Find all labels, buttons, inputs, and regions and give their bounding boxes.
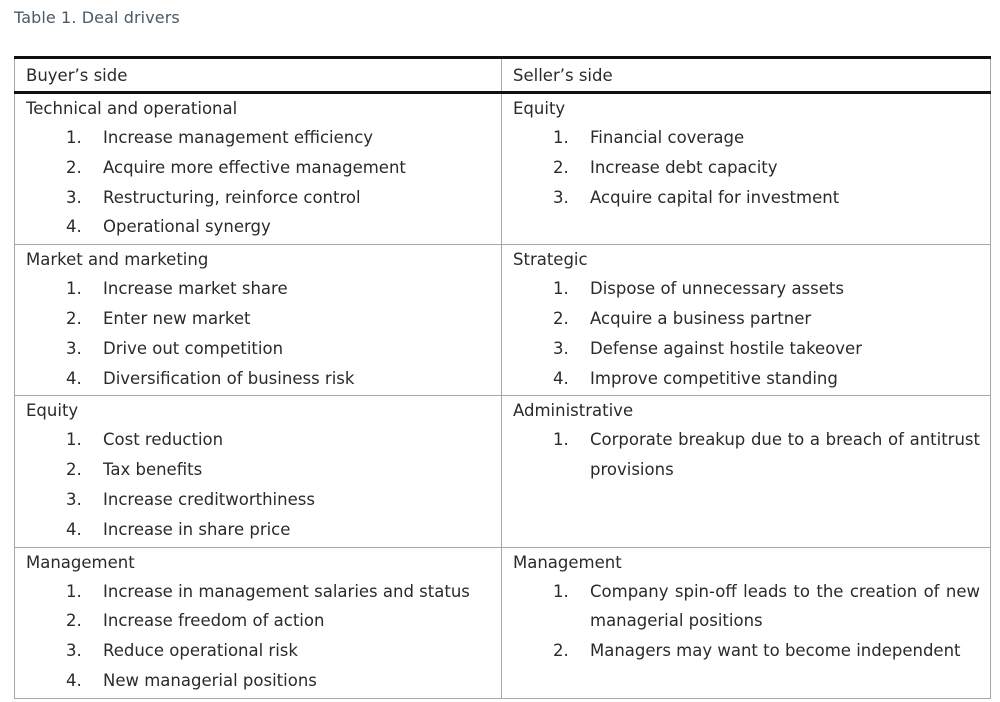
item-text: Managers may want to become independent — [590, 641, 961, 661]
table-row — [15, 245, 991, 396]
item-text: Tax benefits — [103, 460, 203, 480]
list-item — [26, 274, 491, 304]
category-label: Market and marketing — [26, 250, 209, 270]
item-number: 2. — [66, 157, 82, 177]
table-row — [15, 93, 991, 245]
driver-list — [26, 425, 491, 544]
list-item — [513, 183, 980, 213]
list-item — [513, 153, 980, 183]
buyer-cell — [15, 547, 502, 698]
item-text: Acquire capital for investment — [590, 187, 840, 207]
item-number: 3. — [66, 187, 82, 207]
item-text: Drive out competition — [103, 338, 284, 358]
driver-list — [513, 123, 980, 212]
driver-list — [26, 123, 491, 242]
buyer-cell — [15, 245, 502, 396]
item-text: Restructuring, reinforce control — [103, 187, 361, 207]
list-item — [26, 183, 491, 213]
item-number: 3. — [553, 338, 569, 358]
item-number: 1. — [553, 128, 569, 147]
item-text: Increase in share price — [103, 519, 291, 539]
list-item — [26, 123, 491, 153]
item-number: 2. — [66, 308, 82, 328]
driver-list — [513, 577, 980, 666]
item-number: 3. — [553, 187, 569, 207]
list-item — [513, 274, 980, 304]
list-item — [26, 364, 491, 394]
list-item — [26, 425, 491, 455]
list-item — [26, 212, 491, 242]
item-number: 2. — [66, 460, 82, 480]
item-text: Cost reduction — [103, 430, 224, 450]
item-number: 1. — [66, 128, 82, 147]
category-label: Strategic — [513, 250, 588, 270]
item-text: Acquire a business partner — [590, 308, 812, 328]
item-number: 3. — [66, 338, 82, 358]
item-text: Increase management efficiency — [103, 128, 374, 147]
deal-drivers-table — [14, 56, 991, 699]
category-label: Management — [26, 552, 135, 572]
item-text: Defense against hostile takeover — [590, 338, 862, 358]
item-text: Increase freedom of action — [103, 611, 325, 631]
list-item — [26, 485, 491, 515]
item-number: 4. — [66, 217, 82, 237]
list-item — [26, 153, 491, 183]
table-body — [15, 93, 991, 699]
item-text: Dispose of unnecessary assets — [590, 279, 844, 299]
table-header — [15, 58, 991, 93]
category-label: Management — [513, 552, 622, 572]
item-text: New managerial positions — [103, 670, 317, 690]
list-item — [26, 636, 491, 666]
item-number: 1. — [553, 581, 569, 601]
item-number: 2. — [553, 308, 569, 328]
item-text: Operational synergy — [103, 217, 271, 237]
driver-list — [26, 274, 491, 393]
item-text: Increase market share — [103, 279, 288, 299]
item-text: Company spin-off leads to the creation of new managerial positions — [590, 581, 980, 631]
driver-list — [26, 577, 491, 696]
header-row — [15, 58, 991, 93]
header-sellers-side: Seller’s side — [502, 58, 991, 93]
item-text: Diversification of business risk — [103, 368, 355, 388]
list-item — [513, 364, 980, 394]
item-number: 1. — [553, 279, 569, 299]
list-item — [513, 636, 980, 666]
list-item — [26, 606, 491, 636]
item-number: 1. — [66, 279, 82, 299]
item-text: Increase debt capacity — [590, 157, 778, 177]
list-item — [513, 577, 980, 637]
buyer-cell — [15, 93, 502, 245]
item-number: 1. — [66, 581, 82, 601]
item-text: Increase in management salaries and status — [103, 581, 470, 601]
list-item — [26, 455, 491, 485]
table-row — [15, 396, 991, 547]
item-text: Financial coverage — [590, 128, 745, 147]
item-number: 2. — [553, 157, 569, 177]
item-text: Corporate breakup due to a breach of antitrust provisions — [590, 430, 980, 480]
item-number: 1. — [553, 430, 569, 450]
item-text: Acquire more effective management — [103, 157, 406, 177]
driver-list — [513, 425, 980, 485]
category-label: Equity — [26, 401, 79, 421]
category-label: Technical and operational — [26, 99, 238, 118]
item-number: 3. — [66, 641, 82, 661]
seller-cell — [502, 547, 991, 698]
list-item — [26, 577, 491, 607]
table-caption: Table 1. Deal drivers — [14, 8, 180, 27]
list-item — [513, 123, 980, 153]
list-item — [513, 304, 980, 334]
buyer-cell — [15, 396, 502, 547]
item-number: 3. — [66, 489, 82, 509]
list-item — [26, 666, 491, 696]
seller-cell — [502, 93, 991, 245]
item-number: 4. — [553, 368, 569, 388]
driver-list — [513, 274, 980, 393]
list-item — [26, 515, 491, 545]
item-number: 4. — [66, 670, 82, 690]
seller-cell — [502, 396, 991, 547]
seller-cell — [502, 245, 991, 396]
category-label: Equity — [513, 99, 566, 118]
item-text: Reduce operational risk — [103, 641, 298, 661]
list-item — [26, 334, 491, 364]
item-number: 4. — [66, 368, 82, 388]
item-text: Improve competitive standing — [590, 368, 838, 388]
item-number: 4. — [66, 519, 82, 539]
item-text: Increase creditworthiness — [103, 489, 315, 509]
item-number: 2. — [553, 641, 569, 661]
item-number: 1. — [66, 430, 82, 450]
category-label: Administrative — [513, 401, 634, 421]
list-item — [513, 334, 980, 364]
list-item — [513, 425, 980, 485]
list-item — [26, 304, 491, 334]
table-row — [15, 547, 991, 698]
header-buyers-side: Buyer’s side — [15, 58, 502, 93]
item-number: 2. — [66, 611, 82, 631]
item-text: Enter new market — [103, 308, 251, 328]
